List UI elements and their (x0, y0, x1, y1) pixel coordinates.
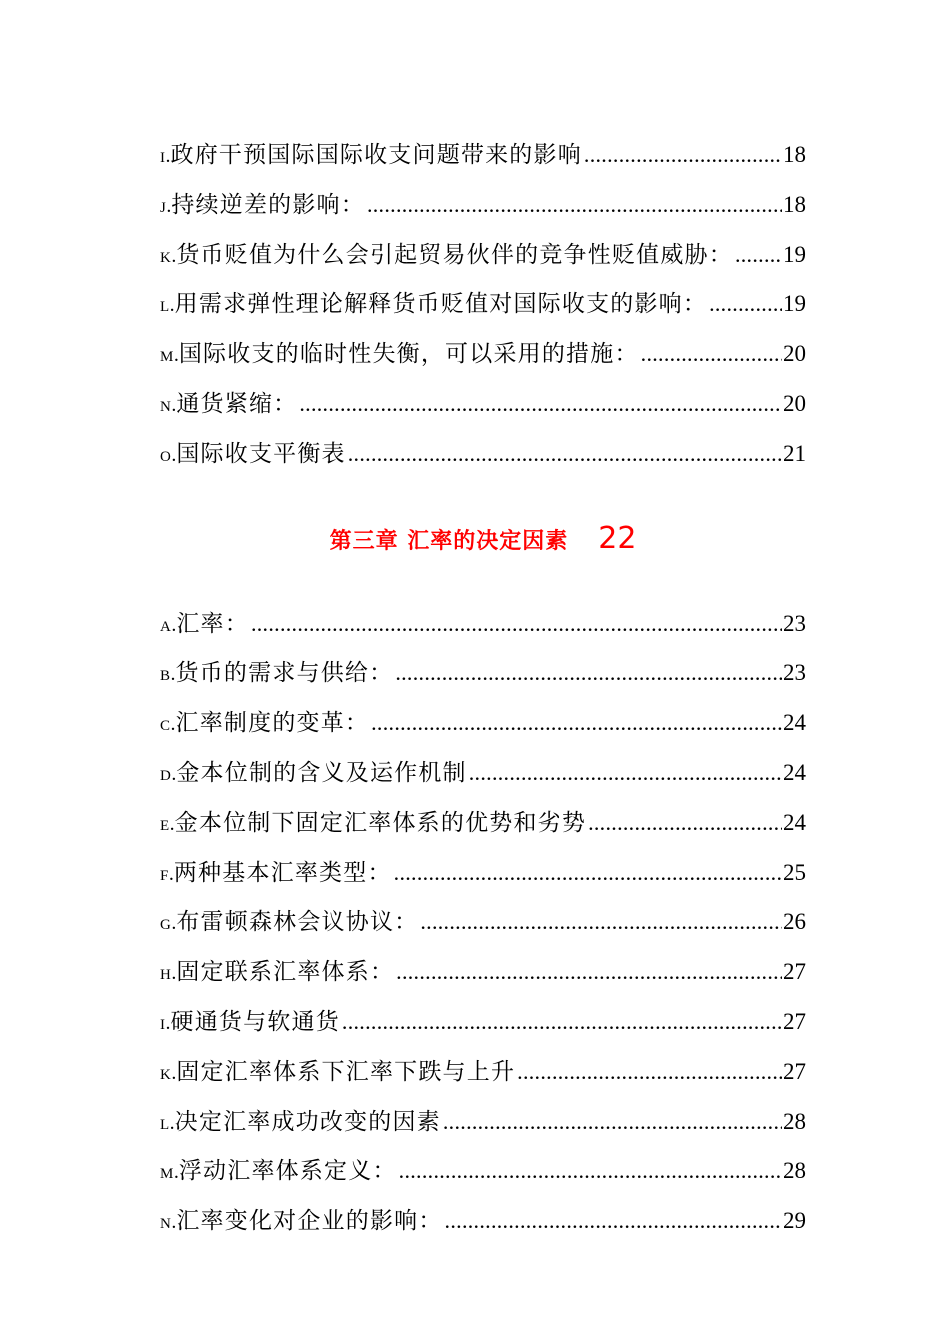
toc-entry-leader (367, 180, 782, 230)
toc-entry-dot: . (165, 1011, 171, 1034)
toc-entry-dot: . (169, 294, 175, 317)
toc-entry[interactable] (160, 848, 806, 898)
toc-entry-leader (348, 429, 782, 479)
toc-entry-letter: O (160, 448, 172, 465)
toc-entry[interactable] (160, 279, 806, 329)
toc-entry[interactable] (160, 1097, 806, 1147)
toc-entry-dot: . (170, 663, 176, 686)
toc-entry-letter: C (160, 718, 171, 735)
toc-entry-letter: A (160, 618, 172, 635)
toc-entry-page-number: 29 (783, 1208, 806, 1234)
toc-entry-title: 硬通货与软通货 (170, 1008, 340, 1035)
toc-entry-title: 汇率制度的变革： (175, 710, 370, 737)
toc-entry[interactable] (160, 798, 806, 848)
toc-entry[interactable] (160, 429, 806, 479)
toc-entry[interactable] (160, 698, 806, 748)
toc-entry-dot: . (171, 1211, 177, 1234)
toc-entry-title: 持续逆差的影响： (171, 191, 365, 218)
toc-entry-letter: D (160, 767, 172, 784)
toc-entry-title: 汇率变化对企业的影响： (176, 1208, 443, 1235)
toc-entry-leader (251, 599, 782, 649)
toc-entry-page-number: 19 (783, 241, 806, 267)
toc-entry[interactable] (160, 379, 806, 429)
toc-section-chapter-2 (160, 130, 806, 479)
table-of-contents (160, 130, 806, 1246)
toc-entry-letter: B (160, 668, 171, 685)
toc-entry-dot: . (171, 912, 177, 935)
toc-entry-dot: . (171, 762, 177, 785)
toc-entry-dot: . (169, 812, 175, 835)
toc-entry-dot: . (166, 194, 172, 217)
toc-entry-dot: . (169, 1111, 175, 1134)
toc-entry-title: 汇率： (176, 610, 249, 637)
toc-entry-page-number: 24 (783, 809, 806, 835)
toc-entry-dot: . (171, 443, 177, 466)
toc-entry-page-number: 18 (783, 142, 806, 167)
toc-entry-dot: . (171, 1061, 177, 1084)
toc-entry[interactable] (160, 230, 806, 280)
toc-entry-page-number: 23 (783, 610, 806, 636)
toc-entry-dot: . (170, 713, 176, 736)
toc-entry-letter: I (160, 1016, 166, 1033)
toc-entry[interactable] (160, 130, 806, 180)
toc-entry-dot: . (173, 1161, 179, 1184)
toc-entry-letter: N (160, 1216, 172, 1233)
toc-entry-page-number: 27 (783, 959, 806, 985)
toc-entry-leader (371, 698, 782, 748)
toc-entry-leader (588, 798, 782, 848)
toc-entry-page-number: 20 (783, 390, 806, 416)
toc-entry-title: 布雷顿森林会议协议： (176, 909, 419, 936)
toc-entry-leader (641, 329, 782, 379)
toc-entry-leader (517, 1047, 782, 1097)
toc-entry-letter: J (160, 199, 167, 216)
toc-entry[interactable] (160, 1047, 806, 1097)
chapter-page-number: 22 (598, 520, 637, 556)
toc-entry-title: 两种基本汇率类型： (173, 859, 392, 886)
chapter-title: 第三章 汇率的决定因素 (329, 528, 569, 554)
toc-entry-page-number: 24 (783, 759, 806, 785)
toc-entry-letter: H (160, 967, 172, 984)
toc-entry-page-number: 27 (783, 1058, 806, 1084)
toc-entry-title: 固定汇率体系下汇率下跌与上升 (176, 1058, 516, 1085)
toc-entry-letter: I (160, 150, 166, 166)
toc-entry-title: 决定汇率成功改变的因素 (174, 1108, 441, 1135)
toc-entry-title: 国际收支平衡表 (176, 440, 346, 467)
toc-entry[interactable] (160, 1146, 806, 1196)
toc-entry-leader (709, 279, 782, 329)
toc-entry-leader (584, 130, 782, 180)
toc-entry[interactable] (160, 748, 806, 798)
toc-entry-letter: L (160, 1116, 170, 1133)
toc-entry-letter: M (160, 1166, 174, 1183)
toc-entry-title: 金本位制的含义及运作机制 (176, 759, 467, 786)
toc-entry-page-number: 19 (783, 291, 806, 317)
toc-entry-dot: . (173, 344, 179, 367)
toc-entry-leader (445, 1196, 782, 1246)
toc-entry-title: 固定联系汇率体系： (176, 959, 395, 986)
toc-entry-title: 货币的需求与供给： (175, 660, 394, 687)
toc-section-chapter-3 (160, 599, 806, 1246)
toc-entry-letter: M (160, 349, 174, 366)
toc-entry-leader (394, 848, 782, 898)
toc-entry-page-number: 28 (783, 1108, 806, 1134)
toc-entry[interactable] (160, 180, 806, 230)
toc-entry-page-number: 25 (783, 859, 806, 885)
toc-entry-page-number: 24 (783, 710, 806, 736)
toc-entry-letter: K (160, 1066, 172, 1083)
toc-entry-dot: . (171, 393, 177, 416)
toc-entry-page-number: 20 (783, 341, 806, 367)
toc-entry-letter: G (160, 917, 172, 934)
toc-entry-letter: L (160, 299, 170, 316)
toc-entry-title: 金本位制下固定汇率体系的优势和劣势 (174, 809, 587, 836)
toc-entry-dot: . (165, 145, 171, 167)
toc-entry[interactable] (160, 329, 806, 379)
toc-entry-page-number: 27 (783, 1008, 806, 1034)
toc-entry-page-number: 23 (783, 660, 806, 686)
toc-entry[interactable] (160, 997, 806, 1047)
toc-entry-title: 用需求弹性理论解释货币贬值对国际收支的影响： (174, 291, 708, 318)
chapter-heading[interactable] (160, 479, 806, 599)
toc-entry-letter: F (160, 867, 169, 884)
toc-entry-page-number: 21 (783, 440, 806, 466)
toc-entry-leader (399, 1146, 782, 1196)
toc-entry-letter: K (160, 249, 172, 266)
toc-entry-page-number: 26 (783, 909, 806, 935)
toc-entry-letter: E (160, 817, 170, 834)
toc-entry-page-number: 28 (783, 1158, 806, 1184)
toc-entry-dot: . (171, 613, 177, 636)
toc-entry[interactable] (160, 648, 806, 698)
toc-entry[interactable] (160, 947, 806, 997)
toc-entry-dot: . (171, 962, 177, 985)
toc-entry-leader (342, 997, 782, 1047)
toc-entry-dot: . (171, 244, 177, 267)
toc-entry-title: 政府干预国际国际收支问题带来的影响 (170, 142, 582, 168)
toc-entry[interactable] (160, 599, 806, 649)
toc-entry-title: 通货紧缩： (176, 390, 298, 417)
toc-entry-leader (735, 230, 782, 280)
toc-entry-leader (469, 748, 782, 798)
toc-entry-title: 浮动汇率体系定义： (178, 1158, 397, 1185)
toc-entry-dot: . (168, 862, 174, 885)
toc-entry-leader (396, 947, 782, 997)
toc-entry-title: 货币贬值为什么会引起贸易伙伴的竞争性贬值威胁： (176, 241, 733, 268)
toc-entry-page-number: 18 (783, 191, 806, 217)
toc-entry-title: 国际收支的临时性失衡，可以采用的措施： (178, 341, 639, 368)
toc-entry-leader (420, 897, 782, 947)
toc-entry[interactable] (160, 897, 806, 947)
toc-entry[interactable] (160, 1196, 806, 1246)
toc-entry-letter: N (160, 398, 172, 415)
toc-entry-leader (443, 1097, 782, 1147)
toc-entry-leader (395, 648, 782, 698)
toc-entry-leader (299, 379, 782, 429)
